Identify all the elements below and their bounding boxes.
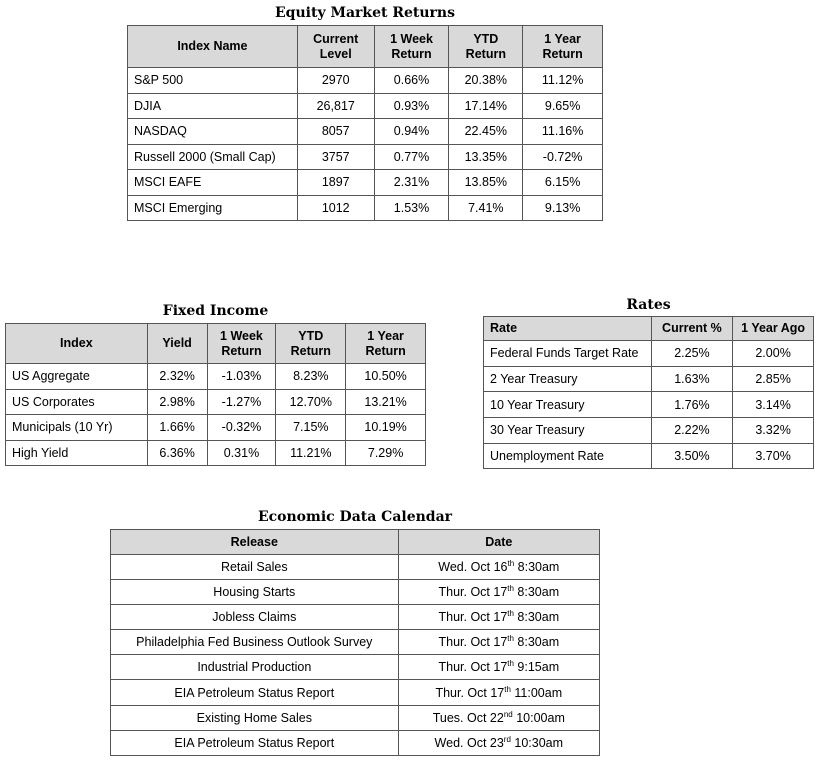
rate-year-ago: 2.85% xyxy=(733,366,814,392)
fi-yield: 6.36% xyxy=(147,440,207,466)
equity-year-return: 6.15% xyxy=(523,170,603,196)
calendar-date xyxy=(398,555,599,580)
calendar-title: Economic Data Calendar xyxy=(257,509,453,525)
calendar-date-time: 11:00am xyxy=(510,685,563,700)
equity-index-name: S&P 500 xyxy=(128,68,298,94)
calendar-date-time: 9:15am xyxy=(513,660,560,675)
equity-index-name: DJIA xyxy=(128,93,298,119)
rates-row xyxy=(484,366,814,392)
calendar-date-suffix: rd xyxy=(503,734,511,744)
rates-header-current: Current % xyxy=(651,317,733,341)
fi-week-return: 0.31% xyxy=(207,440,276,466)
calendar-date xyxy=(398,730,599,755)
equity-current-level: 2970 xyxy=(297,68,374,94)
rates-row xyxy=(484,443,814,469)
rate-name: 10 Year Treasury xyxy=(484,392,652,418)
calendar-date-time: 10:30am xyxy=(510,735,564,750)
calendar-release: Existing Home Sales xyxy=(111,705,399,730)
calendar-date-day: Thur. Oct 17 xyxy=(438,660,508,675)
fi-week-return: -1.27% xyxy=(207,389,276,415)
calendar-date xyxy=(398,580,599,605)
calendar-row xyxy=(111,605,600,630)
fi-header-index: Index xyxy=(6,324,148,364)
equity-row xyxy=(128,195,603,221)
fi-yield: 2.32% xyxy=(147,364,207,390)
rates-header-rate: Rate xyxy=(484,317,652,341)
calendar-row xyxy=(111,680,600,705)
rates-row xyxy=(484,418,814,444)
equity-current-level: 26,817 xyxy=(297,93,374,119)
equity-ytd-return: 22.45% xyxy=(449,119,523,145)
equity-row xyxy=(128,144,603,170)
calendar-release: Housing Starts xyxy=(111,580,399,605)
rate-current: 1.76% xyxy=(651,392,733,418)
calendar-date-time: 8:30am xyxy=(513,585,560,600)
calendar-date-suffix: th xyxy=(507,634,514,644)
rate-name: 2 Year Treasury xyxy=(484,366,652,392)
equity-current-level: 8057 xyxy=(297,119,374,145)
fixed-income-row xyxy=(6,364,426,390)
calendar-date-time: 8:30am xyxy=(513,635,560,650)
equity-index-name: NASDAQ xyxy=(128,119,298,145)
calendar-row xyxy=(111,580,600,605)
calendar-date-time: 8:30am xyxy=(513,610,560,625)
fi-ytd-return: 8.23% xyxy=(276,364,346,390)
equity-week-return: 0.66% xyxy=(374,68,449,94)
equity-week-return: 1.53% xyxy=(374,195,449,221)
rate-name: 30 Year Treasury xyxy=(484,418,652,444)
rate-name: Federal Funds Target Rate xyxy=(484,341,652,367)
calendar-release: Retail Sales xyxy=(111,555,399,580)
equity-ytd-return: 17.14% xyxy=(449,93,523,119)
calendar-date-day: Tues. Oct 22 xyxy=(432,710,504,725)
calendar-release: EIA Petroleum Status Report xyxy=(111,730,399,755)
equity-year-return: 11.12% xyxy=(523,68,603,94)
rate-year-ago: 3.70% xyxy=(733,443,814,469)
calendar-table xyxy=(110,529,600,756)
fi-year-return: 7.29% xyxy=(346,440,426,466)
fi-ytd-return: 11.21% xyxy=(276,440,346,466)
calendar-date-suffix: th xyxy=(504,684,511,694)
calendar-date-suffix: th xyxy=(507,584,514,594)
equity-week-return: 0.77% xyxy=(374,144,449,170)
rate-year-ago: 2.00% xyxy=(733,341,814,367)
calendar-date-day: Thur. Oct 17 xyxy=(438,610,508,625)
calendar-date-suffix: th xyxy=(507,609,514,619)
calendar-row xyxy=(111,730,600,755)
calendar-date-day: Wed. Oct 23 xyxy=(434,735,504,750)
equity-row xyxy=(128,119,603,145)
rates-header-row xyxy=(484,317,814,341)
fi-index-name: High Yield xyxy=(6,440,148,466)
fixed-income-row xyxy=(6,415,426,441)
fi-index-name: US Aggregate xyxy=(6,364,148,390)
calendar-date-suffix: th xyxy=(507,559,515,569)
equity-year-return: -0.72% xyxy=(523,144,603,170)
calendar-row xyxy=(111,630,600,655)
equity-header-ytd: YTD Return xyxy=(449,26,523,68)
calendar-date xyxy=(398,655,599,680)
equity-index-name: MSCI Emerging xyxy=(128,195,298,221)
fixed-income-header-row xyxy=(6,324,426,364)
fi-year-return: 13.21% xyxy=(346,389,426,415)
equity-ytd-return: 20.38% xyxy=(449,68,523,94)
rate-current: 2.25% xyxy=(651,341,733,367)
calendar-release: EIA Petroleum Status Report xyxy=(111,680,399,705)
calendar-release: Philadelphia Fed Business Outlook Survey xyxy=(111,630,399,655)
equity-year-return: 11.16% xyxy=(523,119,603,145)
fi-header-year: 1 Year Return xyxy=(346,324,426,364)
calendar-date-day: Thur. Oct 17 xyxy=(438,585,508,600)
calendar-row xyxy=(111,705,600,730)
fi-year-return: 10.19% xyxy=(346,415,426,441)
rates-table xyxy=(483,316,814,469)
calendar-header-date: Date xyxy=(398,530,599,555)
equity-index-name: MSCI EAFE xyxy=(128,170,298,196)
equity-table xyxy=(127,25,603,221)
fixed-income-title: Fixed Income xyxy=(162,303,269,319)
rate-year-ago: 3.14% xyxy=(733,392,814,418)
fi-yield: 2.98% xyxy=(147,389,207,415)
rate-current: 1.63% xyxy=(651,366,733,392)
fi-year-return: 10.50% xyxy=(346,364,426,390)
rates-header-year-ago: 1 Year Ago xyxy=(733,317,814,341)
fixed-income-row xyxy=(6,440,426,466)
calendar-release: Jobless Claims xyxy=(111,605,399,630)
fi-week-return: -1.03% xyxy=(207,364,276,390)
fi-yield: 1.66% xyxy=(147,415,207,441)
calendar-date xyxy=(398,605,599,630)
equity-row xyxy=(128,68,603,94)
rate-year-ago: 3.32% xyxy=(733,418,814,444)
calendar-date xyxy=(398,630,599,655)
equity-ytd-return: 13.35% xyxy=(449,144,523,170)
fi-week-return: -0.32% xyxy=(207,415,276,441)
equity-current-level: 1897 xyxy=(297,170,374,196)
equity-year-return: 9.65% xyxy=(523,93,603,119)
calendar-date-time: 8:30am xyxy=(514,560,560,575)
equity-title: Equity Market Returns xyxy=(275,5,455,21)
equity-row xyxy=(128,170,603,196)
fi-header-ytd: YTD Return xyxy=(276,324,346,364)
equity-week-return: 0.93% xyxy=(374,93,449,119)
fi-header-week: 1 Week Return xyxy=(207,324,276,364)
equity-current-level: 1012 xyxy=(297,195,374,221)
fi-ytd-return: 12.70% xyxy=(276,389,346,415)
equity-header-name: Index Name xyxy=(128,26,298,68)
equity-header-week: 1 Week Return xyxy=(374,26,449,68)
calendar-date xyxy=(398,705,599,730)
calendar-row xyxy=(111,555,600,580)
calendar-header-row xyxy=(111,530,600,555)
equity-year-return: 9.13% xyxy=(523,195,603,221)
fixed-income-row xyxy=(6,389,426,415)
equity-week-return: 2.31% xyxy=(374,170,449,196)
equity-row xyxy=(128,93,603,119)
calendar-date xyxy=(398,680,599,705)
rates-title: Rates xyxy=(626,297,671,313)
equity-header-level: Current Level xyxy=(297,26,374,68)
equity-week-return: 0.94% xyxy=(374,119,449,145)
equity-header-row xyxy=(128,26,603,68)
fi-index-name: Municipals (10 Yr) xyxy=(6,415,148,441)
fixed-income-table xyxy=(5,323,426,466)
calendar-date-suffix: nd xyxy=(503,709,513,719)
rate-current: 2.22% xyxy=(651,418,733,444)
equity-ytd-return: 13.85% xyxy=(449,170,523,196)
calendar-release: Industrial Production xyxy=(111,655,399,680)
calendar-date-day: Thur. Oct 17 xyxy=(438,635,508,650)
equity-index-name: Russell 2000 (Small Cap) xyxy=(128,144,298,170)
calendar-date-day: Wed. Oct 16 xyxy=(438,560,508,575)
equity-ytd-return: 7.41% xyxy=(449,195,523,221)
fi-ytd-return: 7.15% xyxy=(276,415,346,441)
rates-row xyxy=(484,341,814,367)
equity-header-year: 1 Year Return xyxy=(523,26,603,68)
rate-current: 3.50% xyxy=(651,443,733,469)
calendar-header-release: Release xyxy=(111,530,399,555)
equity-current-level: 3757 xyxy=(297,144,374,170)
calendar-date-suffix: th xyxy=(507,659,514,669)
rates-row xyxy=(484,392,814,418)
calendar-row xyxy=(111,655,600,680)
calendar-date-time: 10:00am xyxy=(512,710,565,725)
rate-name: Unemployment Rate xyxy=(484,443,652,469)
calendar-date-day: Thur. Oct 17 xyxy=(435,685,505,700)
fi-index-name: US Corporates xyxy=(6,389,148,415)
fi-header-yield: Yield xyxy=(147,324,207,364)
